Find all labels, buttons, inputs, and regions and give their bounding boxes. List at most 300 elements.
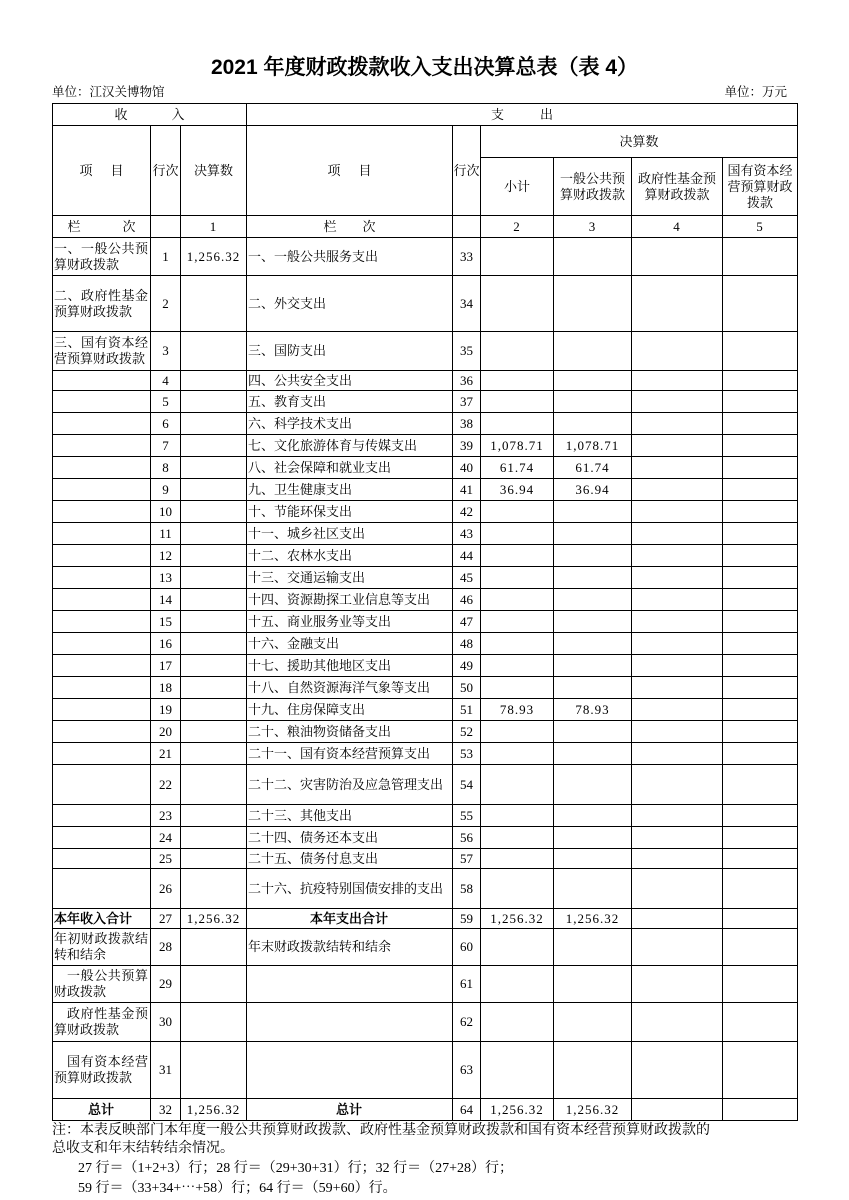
expense-line-cell: 36 [453, 371, 481, 391]
state-capital-cell [723, 929, 798, 966]
income-item-cell [53, 611, 151, 633]
income-line-cell: 19 [151, 699, 181, 721]
general-public-cell [554, 391, 632, 413]
gov-fund-cell [632, 501, 723, 523]
expense-item-cell: 七、文化旅游体育与传媒支出 [247, 435, 453, 457]
expense-line-cell: 48 [453, 633, 481, 655]
income-line-cell: 8 [151, 457, 181, 479]
state-capital-cell [723, 655, 798, 677]
expense-line-cell: 53 [453, 743, 481, 765]
gov-fund-cell [632, 699, 723, 721]
income-item-cell [53, 849, 151, 869]
gov-fund-cell [632, 827, 723, 849]
income-line-cell: 14 [151, 589, 181, 611]
income-item-cell: 总计 [53, 1099, 151, 1121]
income-item-cell [53, 765, 151, 805]
gov-fund-cell [632, 805, 723, 827]
expense-line-cell: 38 [453, 413, 481, 435]
general-public-cell [554, 545, 632, 567]
expense-line-cell: 60 [453, 929, 481, 966]
table-row [53, 677, 798, 699]
gov-fund-cell [632, 523, 723, 545]
income-item-cell: 二、政府性基金预算财政拨款 [53, 276, 151, 332]
subtotal-cell: 61.74 [481, 457, 554, 479]
expense-line-cell: 42 [453, 501, 481, 523]
expense-line-cell: 59 [453, 909, 481, 929]
general-public-cell: 61.74 [554, 457, 632, 479]
expense-item-cell: 四、公共安全支出 [247, 371, 453, 391]
gov-fund-cell [632, 1099, 723, 1121]
expense-line-cell: 45 [453, 567, 481, 589]
table-row [53, 699, 798, 721]
income-line-cell: 30 [151, 1003, 181, 1042]
income-line-cell: 20 [151, 721, 181, 743]
expense-item-cell: 二十二、灾害防治及应急管理支出 [247, 765, 453, 805]
state-capital-cell [723, 633, 798, 655]
income-line-cell: 27 [151, 909, 181, 929]
state-capital-cell [723, 805, 798, 827]
expense-item-cell: 十六、金融支出 [247, 633, 453, 655]
general-public-cell [554, 611, 632, 633]
table-row [53, 457, 798, 479]
state-capital-cell [723, 1003, 798, 1042]
table-row [53, 805, 798, 827]
gov-fund-cell [632, 1003, 723, 1042]
expense-item-cell: 十七、援助其他地区支出 [247, 655, 453, 677]
state-capital-cell [723, 479, 798, 501]
income-item-cell [53, 457, 151, 479]
state-capital-cell [723, 909, 798, 929]
formula-line: 59 行＝（33+34+⋯+58）行；64 行＝（59+60）行。 [78, 1181, 397, 1196]
expense-item-cell: 十八、自然资源海洋气象等支出 [247, 677, 453, 699]
expense-item-cell: 总计 [247, 1099, 453, 1121]
expense-line-cell: 57 [453, 849, 481, 869]
income-amount-cell [181, 479, 247, 501]
expense-line-cell: 44 [453, 545, 481, 567]
subtotal-cell [481, 611, 554, 633]
subtotal-cell [481, 545, 554, 567]
expense-item-cell: 二十四、债务还本支出 [247, 827, 453, 849]
subtotal-cell [481, 677, 554, 699]
subtotal-cell [481, 238, 554, 276]
subtotal-cell [481, 1042, 554, 1099]
state-capital-cell [723, 567, 798, 589]
income-line-cell: 7 [151, 435, 181, 457]
state-capital-cell [723, 699, 798, 721]
state-capital-cell [723, 1042, 798, 1099]
income-item-cell [53, 501, 151, 523]
income-line-cell: 9 [151, 479, 181, 501]
income-item-cell [53, 633, 151, 655]
unit-currency: 单位：万元 [724, 85, 787, 99]
subtotal-cell: 1,256.32 [481, 909, 554, 929]
income-line-cell: 5 [151, 391, 181, 413]
income-item-cell [53, 869, 151, 909]
income-amount-cell [181, 1042, 247, 1099]
expense-item-cell: 八、社会保障和就业支出 [247, 457, 453, 479]
general-public-cell [554, 655, 632, 677]
income-amount-cell [181, 567, 247, 589]
general-public-cell [554, 589, 632, 611]
table-header [53, 104, 798, 238]
table-row [53, 391, 798, 413]
state-capital-cell [723, 332, 798, 371]
income-amount-cell [181, 655, 247, 677]
column-index-label: 栏次 [67, 218, 136, 234]
table-row [53, 501, 798, 523]
expense-item-cell: 本年支出合计 [247, 909, 453, 929]
state-capital-cell [723, 371, 798, 391]
income-amount-cell [181, 523, 247, 545]
table-row [53, 849, 798, 869]
table-row [53, 827, 798, 849]
income-amount-cell [181, 929, 247, 966]
table-row [53, 238, 798, 276]
subtotal-cell [481, 391, 554, 413]
expense-section-header [247, 104, 798, 126]
subtotal-cell [481, 589, 554, 611]
general-public-cell [554, 633, 632, 655]
expense-line-cell: 62 [453, 1003, 481, 1042]
note-line: 总收支和年末结转结余情况。 [52, 1141, 234, 1156]
income-item-cell: 年初财政拨款结转和结余 [53, 929, 151, 966]
income-item-cell [53, 435, 151, 457]
expense-line-cell: 61 [453, 966, 481, 1003]
table-row [53, 545, 798, 567]
state-capital-cell [723, 238, 798, 276]
income-line-cell: 4 [151, 371, 181, 391]
subtotal-cell [481, 743, 554, 765]
income-amount-cell [181, 765, 247, 805]
income-line-cell: 31 [151, 1042, 181, 1099]
gov-fund-cell [632, 1042, 723, 1099]
income-item-cell [53, 721, 151, 743]
subtotal-header: 小计 [481, 158, 554, 216]
subtotal-cell: 1,256.32 [481, 1099, 554, 1121]
expense-item-cell: 二十三、其他支出 [247, 805, 453, 827]
general-public-cell [554, 523, 632, 545]
expense-line-cell: 40 [453, 457, 481, 479]
expense-line-cell: 51 [453, 699, 481, 721]
formula-line: 27 行＝（1+2+3）行；28 行＝（29+30+31）行；32 行＝（27+28）行； [78, 1161, 513, 1176]
income-line-cell: 13 [151, 567, 181, 589]
expense-item-header [247, 126, 453, 216]
expense-line-cell: 49 [453, 655, 481, 677]
subtotal-cell [481, 523, 554, 545]
income-line-cell: 23 [151, 805, 181, 827]
expense-item-cell: 十一、城乡社区支出 [247, 523, 453, 545]
state-capital-cell [723, 276, 798, 332]
income-amount-cell [181, 827, 247, 849]
income-amount-cell: 1,256.32 [181, 909, 247, 929]
grand-total-row [53, 1099, 798, 1121]
gov-fund-cell [632, 479, 723, 501]
expense-item-cell: 三、国防支出 [247, 332, 453, 371]
table-row [53, 371, 798, 391]
income-line-cell: 12 [151, 545, 181, 567]
subtotal-cell [481, 501, 554, 523]
general-public-cell [554, 677, 632, 699]
state-capital-cell [723, 501, 798, 523]
table-row [53, 413, 798, 435]
income-item-cell [53, 523, 151, 545]
subtotal-cell [481, 633, 554, 655]
income-line-cell: 22 [151, 765, 181, 805]
carryover-row [53, 929, 798, 966]
column-number: 1 [181, 216, 247, 238]
income-amount-cell [181, 391, 247, 413]
income-line-cell: 24 [151, 827, 181, 849]
state-capital-cell [723, 413, 798, 435]
expense-section-label: 支出 [491, 106, 554, 122]
income-item-header-label: 项目 [79, 162, 124, 178]
gov-fund-cell [632, 849, 723, 869]
general-public-cell [554, 929, 632, 966]
income-item-cell [53, 567, 151, 589]
subtotal-cell [481, 1003, 554, 1042]
general-public-cell [554, 805, 632, 827]
expense-line-header: 行次 [453, 126, 481, 216]
table-row [53, 721, 798, 743]
subtotal-cell: 1,078.71 [481, 435, 554, 457]
table-row [53, 479, 798, 501]
general-public-cell: 1,256.32 [554, 1099, 632, 1121]
empty-cell [151, 216, 181, 238]
expense-amount-group-header: 决算数 [481, 126, 798, 158]
gov-fund-cell [632, 567, 723, 589]
expense-line-cell: 33 [453, 238, 481, 276]
expense-line-cell: 63 [453, 1042, 481, 1099]
income-line-cell: 25 [151, 849, 181, 869]
gov-fund-cell [632, 276, 723, 332]
table-row [53, 633, 798, 655]
income-line-cell: 28 [151, 929, 181, 966]
income-item-cell [53, 589, 151, 611]
income-section-header [53, 104, 247, 126]
income-item-cell [53, 413, 151, 435]
gov-fund-cell [632, 435, 723, 457]
income-item-cell [53, 655, 151, 677]
header-row-columns [53, 126, 798, 158]
income-line-cell: 11 [151, 523, 181, 545]
expense-item-cell: 五、教育支出 [247, 391, 453, 413]
income-amount-cell [181, 589, 247, 611]
income-item-cell: 三、国有资本经营预算财政拨款 [53, 332, 151, 371]
state-capital-cell [723, 1099, 798, 1121]
gov-fund-cell [632, 655, 723, 677]
income-amount-cell [181, 276, 247, 332]
table-row [53, 332, 798, 371]
column-number: 2 [481, 216, 554, 238]
general-public-cell [554, 567, 632, 589]
table-row [53, 567, 798, 589]
income-item-cell [53, 391, 151, 413]
subtotal-cell [481, 929, 554, 966]
state-capital-cell [723, 523, 798, 545]
state-capital-cell [723, 545, 798, 567]
state-capital-cell [723, 827, 798, 849]
gov-fund-cell [632, 765, 723, 805]
expense-item-cell: 二十五、债务付息支出 [247, 849, 453, 869]
income-amount-cell: 1,256.32 [181, 238, 247, 276]
subtotal-cell [481, 805, 554, 827]
income-amount-cell [181, 805, 247, 827]
column-index-label: 栏次 [323, 218, 376, 234]
table-row [53, 435, 798, 457]
income-amount-cell [181, 332, 247, 371]
income-column-index-label [53, 216, 151, 238]
gov-fund-cell [632, 589, 723, 611]
subtotal-cell [481, 849, 554, 869]
state-capital-cell [723, 849, 798, 869]
income-line-cell: 17 [151, 655, 181, 677]
general-public-cell [554, 743, 632, 765]
gov-fund-cell [632, 633, 723, 655]
gov-fund-cell [632, 677, 723, 699]
general-public-cell [554, 1003, 632, 1042]
subtotal-cell: 78.93 [481, 699, 554, 721]
gov-fund-cell [632, 457, 723, 479]
income-amount-cell [181, 633, 247, 655]
expense-line-cell: 46 [453, 589, 481, 611]
income-amount-cell [181, 699, 247, 721]
state-capital-cell [723, 611, 798, 633]
expense-line-cell: 41 [453, 479, 481, 501]
expense-item-cell: 二十一、国有资本经营预算支出 [247, 743, 453, 765]
unit-organization: 单位：江汉关博物馆 [52, 85, 165, 99]
income-amount-cell [181, 966, 247, 1003]
subtotal-cell [481, 371, 554, 391]
general-public-cell [554, 721, 632, 743]
gov-fund-cell [632, 611, 723, 633]
state-capital-cell [723, 765, 798, 805]
table-body [53, 238, 798, 1121]
gov-fund-cell [632, 869, 723, 909]
income-line-cell: 2 [151, 276, 181, 332]
subtotal-cell [481, 827, 554, 849]
income-amount-cell [181, 721, 247, 743]
income-amount-cell [181, 743, 247, 765]
subtotal-cell [481, 332, 554, 371]
expense-line-cell: 58 [453, 869, 481, 909]
expense-item-cell: 十九、住房保障支出 [247, 699, 453, 721]
income-line-cell: 1 [151, 238, 181, 276]
state-capital-cell [723, 435, 798, 457]
income-amount-cell [181, 849, 247, 869]
expense-line-cell: 34 [453, 276, 481, 332]
state-capital-cell [723, 743, 798, 765]
income-item-cell [53, 479, 151, 501]
expense-line-cell: 35 [453, 332, 481, 371]
income-amount-header: 决算数 [181, 126, 247, 216]
expense-line-cell: 64 [453, 1099, 481, 1121]
income-section-label: 收入 [114, 106, 185, 122]
subtotal-cell [481, 721, 554, 743]
state-capital-cell [723, 391, 798, 413]
state-capital-cell [723, 721, 798, 743]
expense-column-index-label [247, 216, 453, 238]
general-public-cell [554, 238, 632, 276]
income-item-cell: 一般公共预算财政拨款 [53, 966, 151, 1003]
income-amount-cell [181, 1003, 247, 1042]
income-line-header: 行次 [151, 126, 181, 216]
income-amount-cell [181, 545, 247, 567]
state-capital-cell [723, 457, 798, 479]
expense-item-cell: 十、节能环保支出 [247, 501, 453, 523]
carryover-row [53, 966, 798, 1003]
income-amount-cell: 1,256.32 [181, 1099, 247, 1121]
table-row [53, 523, 798, 545]
table-row [53, 276, 798, 332]
income-amount-cell [181, 435, 247, 457]
general-public-cell [554, 371, 632, 391]
expense-item-cell: 十四、资源勘探工业信息等支出 [247, 589, 453, 611]
expense-item-cell: 二十、粮油物资储备支出 [247, 721, 453, 743]
income-amount-cell [181, 457, 247, 479]
expense-item-cell: 二十六、抗疫特别国债安排的支出 [247, 869, 453, 909]
income-item-cell: 本年收入合计 [53, 909, 151, 929]
general-public-cell [554, 1042, 632, 1099]
income-item-cell [53, 545, 151, 567]
general-public-budget-header: 一般公共预算财政拨款 [554, 158, 632, 216]
expense-item-cell: 十三、交通运输支出 [247, 567, 453, 589]
table-row [53, 765, 798, 805]
general-public-cell [554, 276, 632, 332]
general-public-cell: 1,078.71 [554, 435, 632, 457]
general-public-cell [554, 827, 632, 849]
expense-item-cell [247, 966, 453, 1003]
annual-total-row [53, 909, 798, 929]
carryover-row [53, 1042, 798, 1099]
subtotal-cell [481, 276, 554, 332]
state-capital-cell [723, 869, 798, 909]
state-capital-cell [723, 677, 798, 699]
income-line-cell: 26 [151, 869, 181, 909]
income-line-cell: 18 [151, 677, 181, 699]
income-item-cell [53, 371, 151, 391]
table-row [53, 655, 798, 677]
income-item-cell: 国有资本经营预算财政拨款 [53, 1042, 151, 1099]
gov-fund-cell [632, 929, 723, 966]
subtotal-cell [481, 765, 554, 805]
income-line-cell: 15 [151, 611, 181, 633]
income-line-cell: 6 [151, 413, 181, 435]
income-amount-cell [181, 371, 247, 391]
gov-fund-cell [632, 545, 723, 567]
appropriation-summary-table [52, 103, 798, 1121]
expense-line-cell: 43 [453, 523, 481, 545]
gov-fund-cell [632, 238, 723, 276]
expense-item-cell [247, 1042, 453, 1099]
expense-item-cell: 二、外交支出 [247, 276, 453, 332]
income-item-cell: 一、一般公共预算财政拨款 [53, 238, 151, 276]
gov-fund-cell [632, 371, 723, 391]
income-amount-cell [181, 501, 247, 523]
column-number: 3 [554, 216, 632, 238]
gov-fund-cell [632, 966, 723, 1003]
expense-item-cell: 十二、农林水支出 [247, 545, 453, 567]
income-amount-cell [181, 413, 247, 435]
general-public-cell: 78.93 [554, 699, 632, 721]
expense-line-cell: 52 [453, 721, 481, 743]
general-public-cell: 1,256.32 [554, 909, 632, 929]
expense-item-header-label: 项目 [327, 162, 372, 178]
income-line-cell: 3 [151, 332, 181, 371]
general-public-cell [554, 765, 632, 805]
table-row [53, 743, 798, 765]
column-number: 5 [723, 216, 798, 238]
expense-line-cell: 37 [453, 391, 481, 413]
